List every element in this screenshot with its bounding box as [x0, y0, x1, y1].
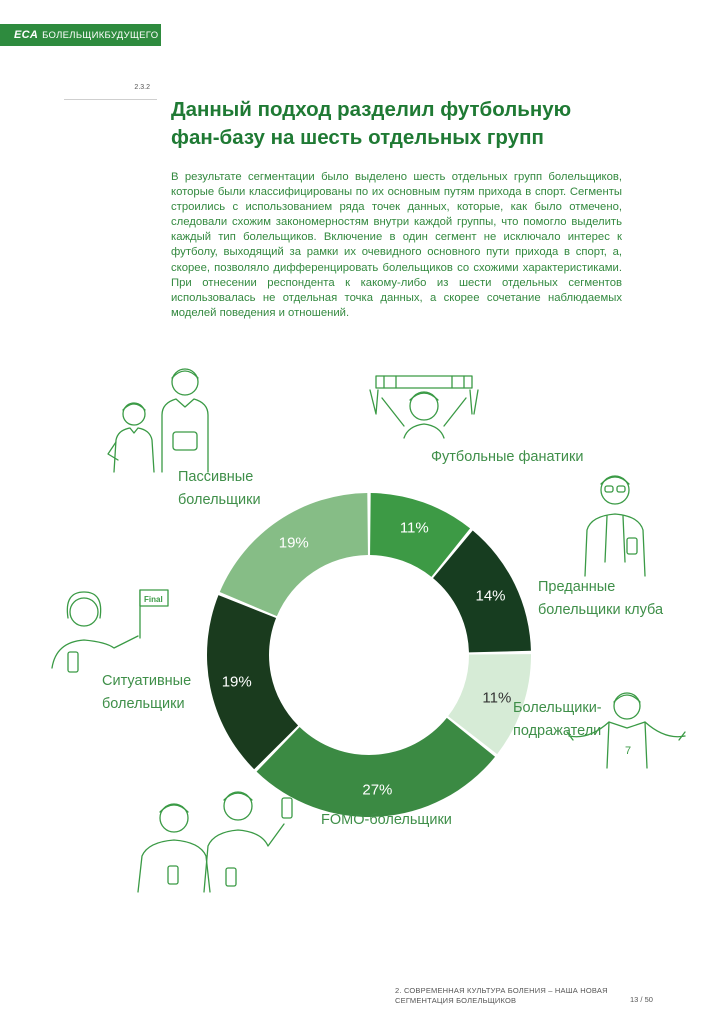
label-passive-line-1: Пассивные [178, 469, 254, 485]
eca-logo: ECA [14, 29, 39, 41]
football-fanatic-illustration [364, 368, 484, 453]
donut-value-label-4: 27% [362, 781, 393, 799]
label-loyal-line-1: Преданные [538, 579, 616, 595]
flag-text: Final [144, 595, 163, 604]
intro-paragraph: В результате сегментации было выделено шесть отдельных групп болельщиков, которые были классифицированы по их основным путям прихода в спорт. Сегменты строились с использованием ряда точек данных, которые, как было отмечено, следовали схожим закономерностям внутри каждой группы, что помогло выделить каждый тип болельщиков. Включение в один сегмент не исключало интерес к футболу, выходящий за рамки их очевидного основного пути прихода в спорт, а, скорее, позволяло дифференцировать болельщиков со схожими характеристиками. При отнесении респондента к какому-либо из шести отдельных сегментов использовалась не отдельная точка данных, а скорее сочетание наблюдаемых моделей поведения и отношений. [171, 171, 622, 319]
passive-fans-illustration [100, 360, 225, 475]
imitator-fan-illustration [565, 684, 690, 770]
donut-value-label-2: 14% [475, 587, 506, 605]
label-loyal-line-2: болельщики клуба [538, 602, 664, 618]
label-football-fanatics: Футбольные фанатики [431, 449, 584, 465]
page-number: 13 / 50 [630, 995, 653, 1004]
donut-value-label-5: 19% [221, 673, 252, 691]
footer-line-1: 2. СОВРЕМЕННАЯ КУЛЬТУРА БОЛЕНИЯ – НАША НОВАЯ [395, 986, 608, 995]
label-imitators-line-1: Болельщики- [513, 700, 602, 716]
label-situational-line-2: болельщики [102, 696, 185, 712]
footer-line-2: СЕГМЕНТАЦИЯ БОЛЕЛЬЩИКОВ [395, 996, 517, 1005]
loyal-club-fan-illustration [575, 466, 655, 578]
label-fomo: FOMO-болельщики [321, 812, 452, 828]
label-loyal-club-fans [538, 576, 663, 622]
situational-fan-illustration [44, 582, 163, 680]
label-situational-line-1: Ситуативные [102, 673, 192, 689]
label-imitators-line-2: подражатели [513, 723, 602, 739]
donut-value-label-1: 11% [399, 519, 429, 537]
title-line-2: фан-базу на шесть отдельных групп [171, 126, 544, 149]
donut-value-label-3: 11% [482, 689, 512, 707]
label-passive-line-2: болельщики [178, 492, 261, 508]
footer-chapter-title [395, 986, 608, 1006]
title-line-1: Данный подход разделил футбольную [171, 98, 572, 121]
section-number: 2.3.2 [134, 84, 150, 91]
donut-value-label-6: 19% [278, 534, 309, 552]
jersey-number: 7 [625, 745, 632, 757]
fomo-fans-illustration [134, 784, 310, 894]
brand-name: БОЛЕЛЬЩИКБУДУЩЕГО [42, 29, 159, 41]
